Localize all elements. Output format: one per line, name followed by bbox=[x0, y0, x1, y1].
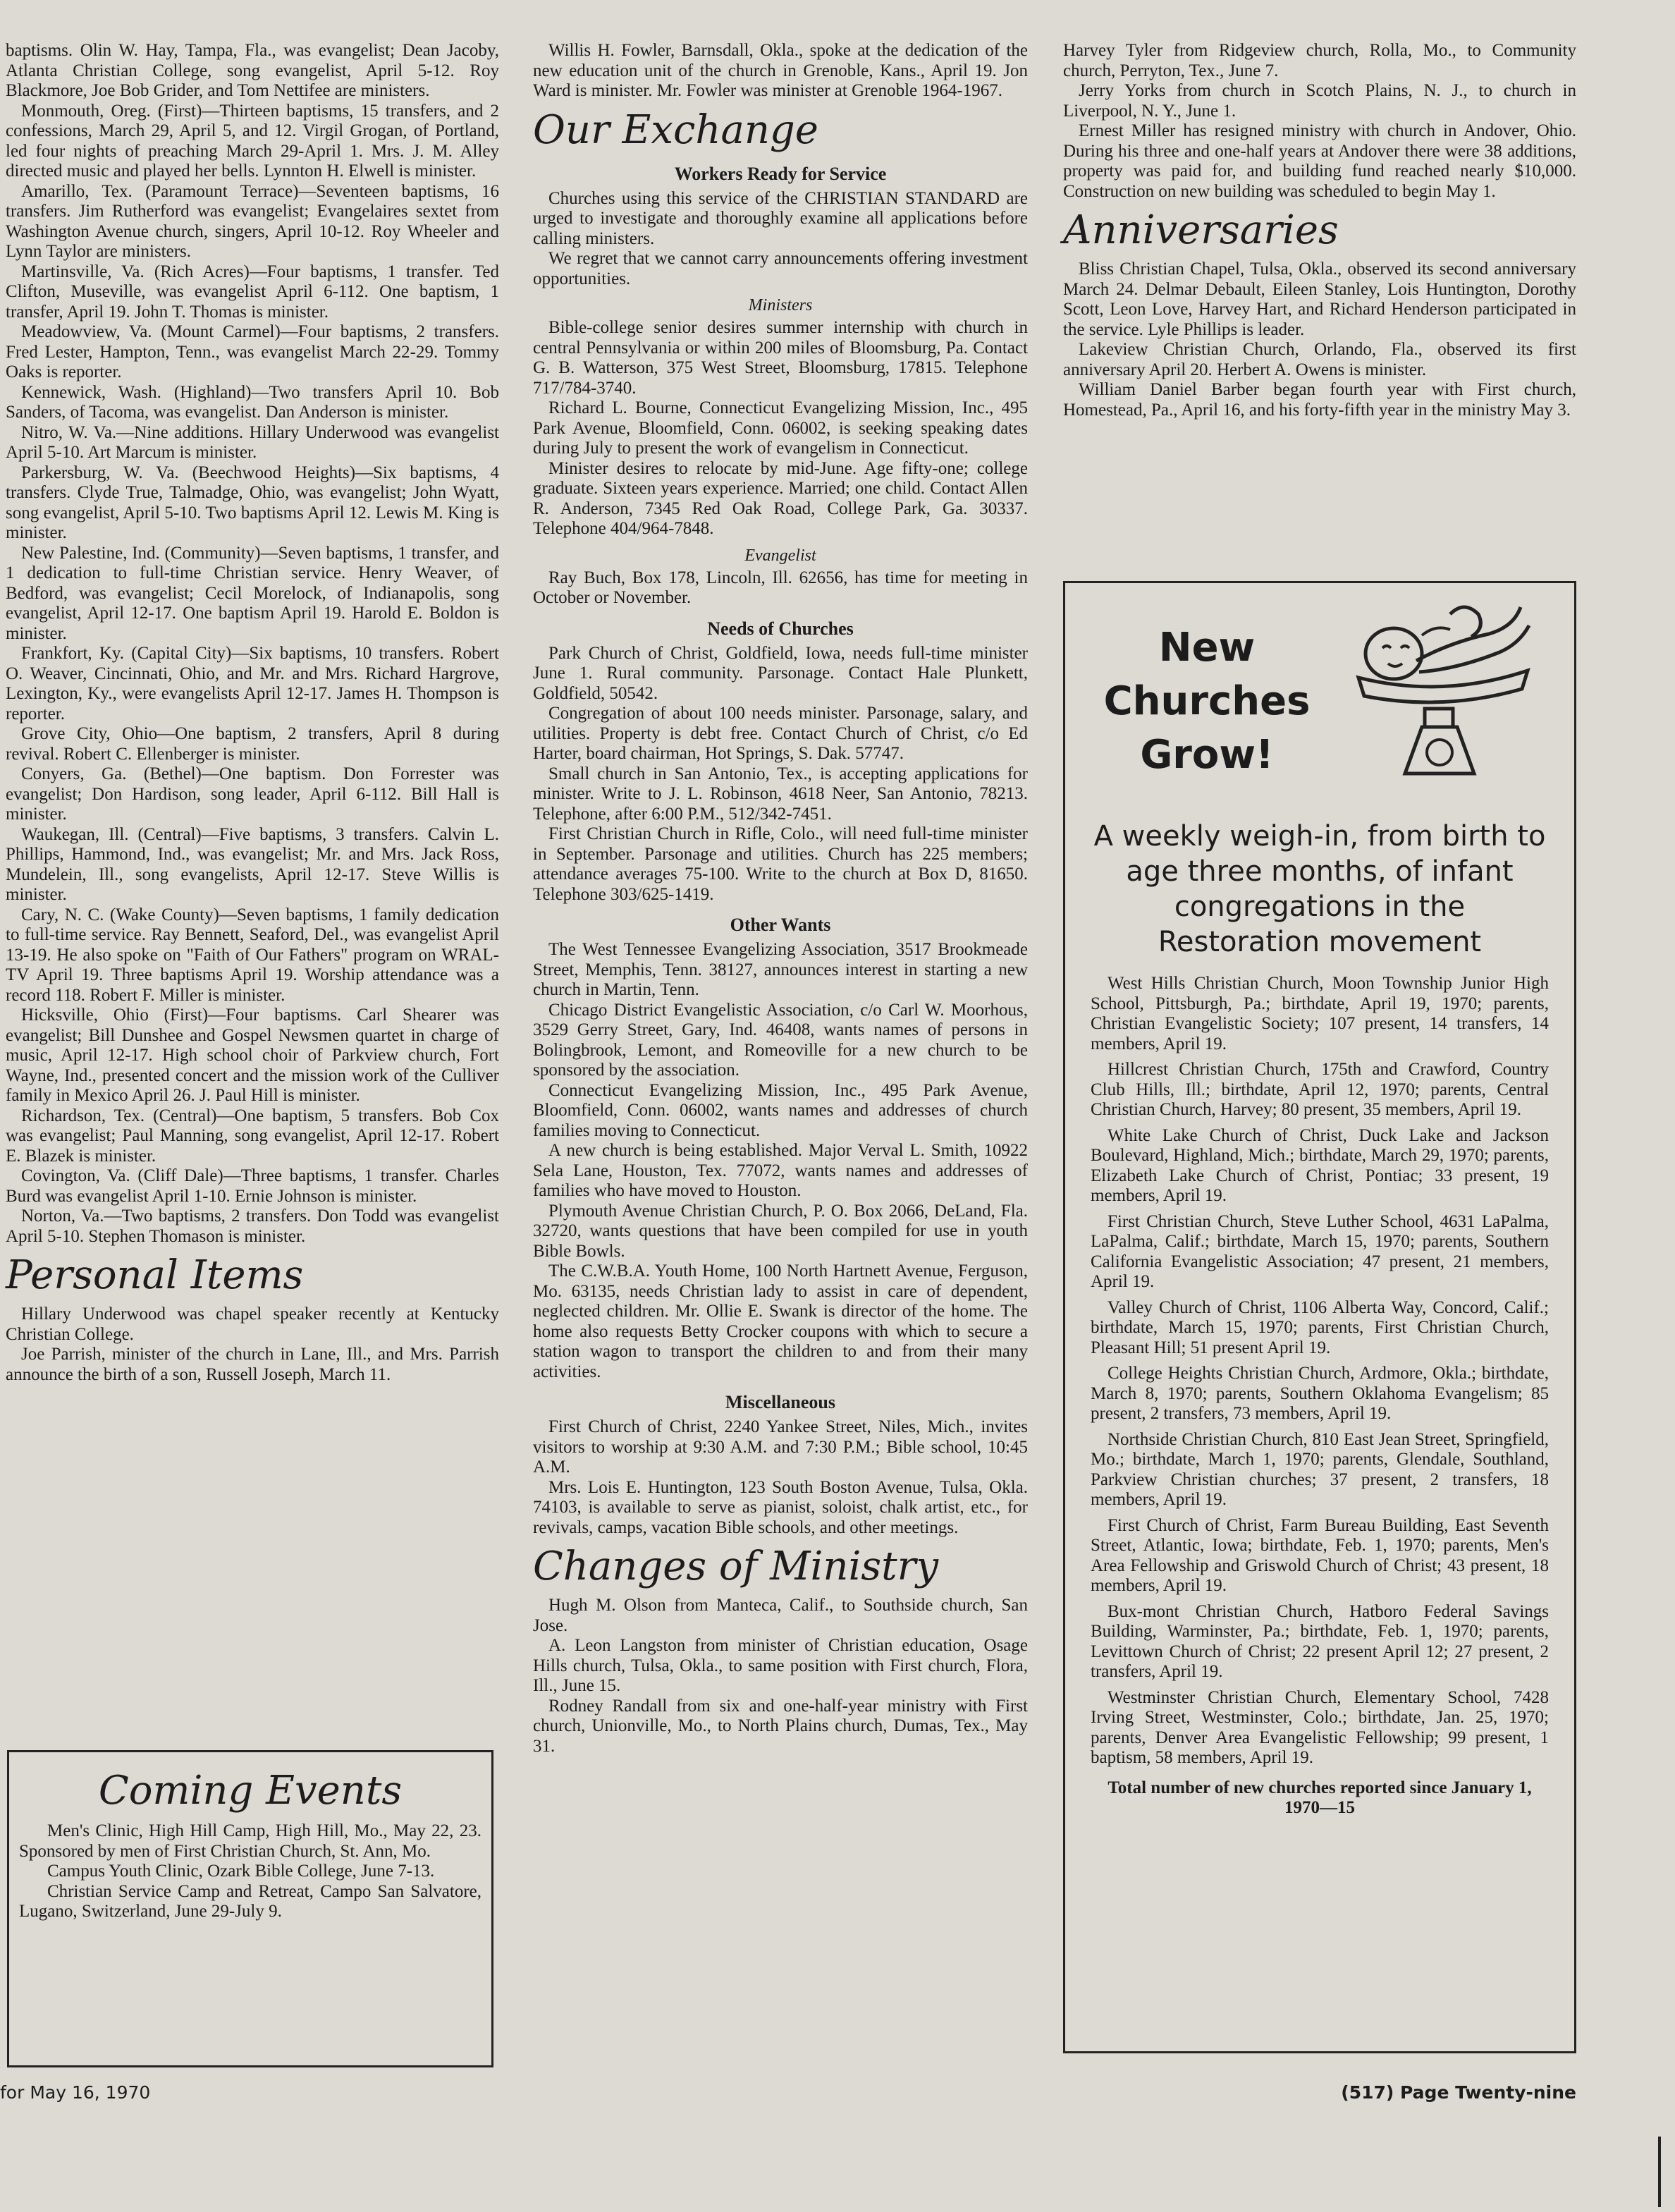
misc-ad: First Church of Christ, 2240 Yankee Street, Niles, Mich., invites visitors to worship at 9:30 A.M. and 7:30 P.M.; Bible school, 10:45 A.M. bbox=[533, 1417, 1028, 1477]
want-ad: Chicago District Evangelistic Association, c/o Carl W. Moorhous, 3529 Gerry Street, Gary, Ind. 46408, wants names of persons in Bolingbrook, Lemont, and Romeoville for a new church to be sponsored by the association. bbox=[533, 1000, 1028, 1080]
new-church-entry: Westminster Christian Church, Elementary School, 7428 Irving Street, Westminster, Colo.; birthdate, Jan. 25, 1970; parents, Denver Area Evangelistic Fellowship; 99 present, 1 baptism, 58 members, April 19. bbox=[1091, 1687, 1549, 1767]
headline-line: New bbox=[1158, 625, 1256, 671]
personal-item: Hillary Underwood was chapel speaker recently at Kentucky Christian College. bbox=[6, 1304, 499, 1344]
headline-line: Grow! bbox=[1140, 732, 1274, 778]
new-churches-grow-box bbox=[1063, 581, 1576, 2053]
change-item: Jerry Yorks from church in Scotch Plains, N. J., to church in Liverpool, N. Y., June 1. bbox=[1063, 81, 1576, 121]
anniversary-item: William Daniel Barber began fourth year with First church, Homestead, Pa., April 16, and his forty-fifth year in the ministry May 3. bbox=[1063, 380, 1576, 420]
evangelist-ad: Ray Buch, Box 178, Lincoln, Ill. 62656, has time for meeting in October or November. bbox=[533, 568, 1028, 607]
change-item: Ernest Miller has resigned ministry with church in Andover, Ohio. During his three and one-half years at Andover there were 38 additions, property was paid for, and building fund reached nearly $10,000. Construction on new building was scheduled to begin May 1. bbox=[1063, 121, 1576, 201]
report-item: Nitro, W. Va.—Nine additions. Hillary Underwood was evangelist April 5-10. Art Marcum is minister. bbox=[6, 422, 499, 462]
subheading-workers: Workers Ready for Service bbox=[674, 163, 887, 184]
report-item: Norton, Va.—Two baptisms, 2 transfers. Don Todd was evangelist April 5-10. Stephen Thomason is minister. bbox=[6, 1206, 499, 1246]
want-ad: Connecticut Evangelizing Mission, Inc., 495 Park Avenue, Bloomfield, Conn. 06002, wants names and addresses of church families moving to Connecticut. bbox=[533, 1080, 1028, 1140]
report-item: baptisms. Olin W. Hay, Tampa, Fla., was evangelist; Dean Jacoby, Atlanta Christian College, song evangelist, April 5-12. Roy Blackmore, Joe Bob Grider, and Tom Nettifee are ministers. bbox=[6, 41, 499, 100]
church-reports bbox=[6, 41, 499, 1247]
report-item: Monmouth, Oreg. (First)—Thirteen baptisms, 15 transfers, and 2 confessions, March 29, April 5, and 12. Virgil Grogan, of Portland, led four nights of preaching March 29-April 1. Mrs. J. M. Alley directed music and played her bells. Lynnton H. Elwell is minister. bbox=[6, 101, 499, 181]
footer-date: for May 16, 1970 bbox=[0, 2082, 151, 2103]
total-new-churches: Total number of new churches reported since January 1, 1970—15 bbox=[1108, 1778, 1532, 1817]
report-item: Richardson, Tex. (Central)—One baptism, 5 transfers. Bob Cox was evangelist; Paul Manning, song evangelist, April 12-17. Robert E. Blazek is minister. bbox=[6, 1106, 499, 1166]
intro-paragraph: Willis H. Fowler, Barnsdall, Okla., spoke at the dedication of the new education unit of the church in Grenoble, Kans., April 19. Jon Ward is minister. Mr. Fowler was minister at Grenoble 1964-1967. bbox=[533, 41, 1028, 100]
promo-text: A weekly weigh-in, from birth to age three months, of infant congregations in the Restoration movement bbox=[1093, 820, 1546, 958]
column-left bbox=[6, 41, 499, 1385]
misc-ad: Mrs. Lois E. Huntington, 123 South Boston Avenue, Tulsa, Okla. 74103, is available to serve as pianist, soloist, chalk artist, etc., for revivals, camps, vacation Bible schools, and other meetings. bbox=[533, 1477, 1028, 1537]
change-item: A. Leon Langston from minister of Christian education, Osage Hills church, Tulsa, Okla., to same position with First church, Flora, Ill., June 15. bbox=[533, 1636, 1028, 1695]
subheading-ministers: Ministers bbox=[748, 296, 813, 314]
new-church-entry: First Church of Christ, Farm Bureau Building, East Seventh Street, Atlantic, Iowa; birthdate, Feb. 1, 1970; parents, Men's Area Fellowship and Griswold Church of Christ; 43 present, 18 members, April 19. bbox=[1091, 1515, 1549, 1595]
section-heading-coming-events: Coming Events bbox=[98, 1768, 403, 1814]
coming-events-box bbox=[7, 1750, 493, 2067]
exchange-notice: We regret that we cannot carry announcements offering investment opportunities. bbox=[533, 249, 1028, 288]
event-item: Men's Clinic, High Hill Camp, High Hill, Mo., May 22, 23. Sponsored by men of First Christian Church, St. Ann, Mo. bbox=[19, 1821, 481, 1861]
exchange-notice: Churches using this service of the CHRISTIAN STANDARD are urged to investigate and thoroughly examine all applications before calling ministers. bbox=[533, 188, 1028, 248]
baby-on-scale-icon bbox=[1337, 593, 1549, 783]
report-item: Waukegan, Ill. (Central)—Five baptisms, 3 transfers. Calvin L. Phillips, Hammond, Ind., was evangelist; Mr. and Mrs. Jack Ross, Mundelein, Ill., song evangelists, April 12-17. Steve Willis is minister. bbox=[6, 824, 499, 904]
subheading-miscellaneous: Miscellaneous bbox=[725, 1392, 835, 1412]
report-item: Cary, N. C. (Wake County)—Seven baptisms, 1 family dedication to full-time service. Ray Bennett, Seaford, Del., was evangelist April 13-19. He also spoke on "Faith of Our Fathers" program on WRAL-TV April 19. Three baptisms April 19. Worship attendance was a record 118. Robert F. Miller is minister. bbox=[6, 905, 499, 1005]
new-church-entry: Valley Church of Christ, 1106 Alberta Way, Concord, Calif.; birthdate, March 15, 1970; parents, First Christian Church, Pleasant Hill; 51 present April 19. bbox=[1091, 1297, 1549, 1357]
section-heading-changes-of-ministry: Changes of Ministry bbox=[533, 1544, 939, 1589]
event-item: Campus Youth Clinic, Ozark Bible College, June 7-13. bbox=[47, 1862, 435, 1881]
change-item: Harvey Tyler from Ridgeview church, Rolla, Mo., to Community church, Perryton, Tex., June 7. bbox=[1063, 41, 1576, 80]
want-ad: The West Tennessee Evangelizing Association, 3517 Brookmeade Street, Memphis, Tenn. 38127, announces interest in starting a new church in Martin, Tenn. bbox=[533, 940, 1028, 999]
want-ad: The C.W.B.A. Youth Home, 100 North Hartnett Avenue, Ferguson, Mo. 63135, needs Christian lady to assist in care of dependent, neglected children. Mr. Ollie E. Swank is director of the home. The home also requests Betty Crocker coupons with which to secure a station wagon to transport the children to and from their many activities. bbox=[533, 1261, 1028, 1381]
event-item: Christian Service Camp and Retreat, Campo San Salvatore, Lugano, Switzerland, June 29-July 9. bbox=[19, 1881, 481, 1921]
anniversary-item: Lakeview Christian Church, Orlando, Fla., observed its first anniversary April 20. Herbert A. Owens is minister. bbox=[1063, 340, 1576, 379]
report-item: Conyers, Ga. (Bethel)—One baptism. Don Forrester was evangelist; Don Hardison, song leader, April 6-112. Bill Hall is minister. bbox=[6, 764, 499, 824]
report-item: New Palestine, Ind. (Community)—Seven baptisms, 1 transfer, and 1 dedication to full-time Christian service. Henry Weaver, of Bedford, was evangelist; Cecil Morelock, of Indianapolis, song evangelist, April 12-17. One baptism April 19. Harold E. Boldon is minister. bbox=[6, 543, 499, 643]
minister-ad: Minister desires to relocate by mid-June. Age fifty-one; college graduate. Sixteen years experience. Married; one child. Contact Allen R. Anderson, 7345 Red Oak Road, College Park, Ga. 30337. Telephone 404/964-7848. bbox=[533, 458, 1028, 538]
new-church-entry: Hillcrest Christian Church, 175th and Crawford, Country Club Hills, Ill.; birthdate, April 12, 1970; parents, Central Christian Church, Harvey; 80 present, 35 members, April 19. bbox=[1091, 1060, 1549, 1119]
new-churches-headline bbox=[1091, 621, 1323, 782]
need-ad: First Christian Church in Rifle, Colo., will need full-time minister in September. Parsonage and utilities. Church has 225 members; attendance averages 75-100. Write to the church at Box D, 81650. Telephone 303/625-1419. bbox=[533, 824, 1028, 904]
need-ad: Congregation of about 100 needs minister. Parsonage, salary, and utilities. Property is debt free. Contact Church of Christ, c/o Ed Harter, board chairman, Hot Springs, S. Dak. 57747. bbox=[533, 704, 1028, 763]
report-item: Kennewick, Wash. (Highland)—Two transfers April 10. Bob Sanders, of Tacoma, was evangelist. Dan Anderson is minister. bbox=[6, 382, 499, 422]
subheading-evangelist: Evangelist bbox=[744, 546, 816, 565]
need-ad: Park Church of Christ, Goldfield, Iowa, needs full-time minister June 1. Rural community. Parsonage. Contact Hale Plunkett, Goldfield, 50542. bbox=[533, 643, 1028, 703]
change-item: Rodney Randall from six and one-half-year ministry with First church, Unionville, Mo., to North Plains church, Dumas, Tex., May 31. bbox=[533, 1696, 1028, 1756]
new-church-entry: Northside Christian Church, 810 East Jean Street, Springfield, Mo.; birthdate, March 1, 1970; parents, Glendale, Southland, Parkview Christian churches; 37 present, 2 transfers, 18 members, April 19. bbox=[1091, 1429, 1549, 1509]
need-ad: Small church in San Antonio, Tex., is accepting applications for minister. Write to J. L. Robinson, 4618 Neer, San Antonio, 78213. Telephone, after 6:00 P.M., 512/342-7451. bbox=[533, 764, 1028, 824]
report-item: Meadowview, Va. (Mount Carmel)—Four baptisms, 2 transfers. Fred Lester, Hampton, Tenn., was evangelist March 22-29. Tommy Oaks is reporter. bbox=[6, 322, 499, 381]
new-church-entry: White Lake Church of Christ, Duck Lake and Jackson Boulevard, Highland, Mich.; birthdate, March 29, 1970; parents, Elizabeth Lake Church of Christ, Pontiac; 33 present, 19 members, April 19. bbox=[1091, 1125, 1549, 1205]
report-item: Parkersburg, W. Va. (Beechwood Heights)—Six baptisms, 4 transfers. Clyde True, Talmadge, Ohio, was evangelist; John Wyatt, song evangelist, April 5-10. Two baptisms April 12. Lewis M. King is minister. bbox=[6, 463, 499, 542]
new-church-entry: College Heights Christian Church, Ardmore, Okla.; birthdate, March 8, 1970; parents, Southern Oklahoma Evangelism; 85 present, 2 transfers, 73 members, April 19. bbox=[1091, 1364, 1549, 1423]
report-item: Frankfort, Ky. (Capital City)—Six baptisms, 10 transfers. Robert O. Weaver, Cincinnati, Ohio, and Mr. and Mrs. Richard Hargrove, Lexington, Ky., were evangelists April 12-17. James H. Thompson is reporter. bbox=[6, 644, 499, 723]
section-heading-our-exchange: Our Exchange bbox=[533, 106, 818, 153]
footer-page-number: (517) Page Twenty-nine bbox=[1341, 2082, 1576, 2103]
section-heading-anniversaries: Anniversaries bbox=[1063, 207, 1339, 253]
minister-ad: Bible-college senior desires summer internship with church in central Pennsylvania or within 200 miles of Bloomsburg, Pa. Contact G. B. Watterson, 375 West Street, Bloomsburg, 17815. Telephone 717/784-3740. bbox=[533, 318, 1028, 398]
report-item: Grove City, Ohio—One baptism, 2 transfers, April 8 during revival. Robert C. Ellenberger is minister. bbox=[6, 724, 499, 764]
subheading-other-wants: Other Wants bbox=[730, 915, 831, 935]
subheading-needs: Needs of Churches bbox=[707, 618, 854, 639]
want-ad: Plymouth Avenue Christian Church, P. O. Box 2066, DeLand, Fla. 32720, wants questions that have been compiled for use in youth Bible Bowls. bbox=[533, 1201, 1028, 1261]
column-right bbox=[1063, 41, 1576, 420]
report-item: Covington, Va. (Cliff Dale)—Three baptisms, 1 transfer. Charles Burd was evangelist April 1-10. Ernie Johnson is minister. bbox=[6, 1166, 499, 1206]
personal-item: Joe Parrish, minister of the church in Lane, Ill., and Mrs. Parrish announce the birth of a son, Russell Joseph, March 11. bbox=[6, 1345, 499, 1384]
report-item: Amarillo, Tex. (Paramount Terrace)—Seventeen baptisms, 16 transfers. Jim Rutherford was evangelist; Evangelaires sextet from Washington Avenue church, singers, April 10-12. Roy Wheeler and Lynn Taylor are ministers. bbox=[6, 181, 499, 261]
new-church-entry: West Hills Christian Church, Moon Township Junior High School, Pittsburgh, Pa.; birthdate, April 19, 1970; parents, Christian Evangelistic Society; 107 present, 14 transfers, 14 members, April 19. bbox=[1091, 974, 1549, 1053]
report-item: Hicksville, Ohio (First)—Four baptisms. Carl Shearer was evangelist; Bill Dunshee and Gospel Newsmen quartet in charge of music, April 12-17. High school choir of Parkview church, Fort Wayne, Ind., presented concert and the mission work of the Culliver family in Mexico April 26. J. Paul Hill is minister. bbox=[6, 1006, 499, 1105]
new-church-entry: Bux-mont Christian Church, Hatboro Federal Savings Building, Warminster, Pa.; birthdate, Feb. 1, 1970; parents, Levittown Church of Christ; 22 present April 12; 27 present, 2 transfers, April 19. bbox=[1091, 1601, 1549, 1681]
margin-rule bbox=[1658, 2137, 1661, 2207]
change-item: Hugh M. Olson from Manteca, Calif., to Southside church, San Jose. bbox=[533, 1596, 1028, 1635]
want-ad: A new church is being established. Major Verval L. Smith, 10922 Sela Lane, Houston, Tex. 77072, wants names and addresses of families who have moved to Houston. bbox=[533, 1141, 1028, 1200]
report-item: Martinsville, Va. (Rich Acres)—Four baptisms, 1 transfer. Ted Clifton, Museville, was evangelist April 6-112. One baptism, 1 transfer, April 19. John T. Thomas is minister. bbox=[6, 262, 499, 322]
new-church-entry: First Christian Church, Steve Luther School, 4631 LaPalma, LaPalma, Calif.; birthdate, March 15, 1970; parents, Southern California Evangelistic Association; 47 present, 21 members, April 19. bbox=[1091, 1211, 1549, 1291]
anniversary-item: Bliss Christian Chapel, Tulsa, Okla., observed its second anniversary March 24. Delmar Debault, Eileen Stanley, Lois Huntington, Dorothy Scott, Leon Love, Harvey Hart, and Richard Henderson participated in the service. Lyle Phillips is leader. bbox=[1063, 259, 1576, 339]
minister-ad: Richard L. Bourne, Connecticut Evangelizing Mission, Inc., 495 Park Avenue, Bloomfield, Conn. 06002, is seeking speaking dates during July to present the work of evangelism in Connecticut. bbox=[533, 398, 1028, 458]
column-middle bbox=[533, 41, 1028, 1756]
headline-line: Churches bbox=[1103, 678, 1311, 724]
section-heading-personal-items: Personal Items bbox=[6, 1252, 304, 1298]
